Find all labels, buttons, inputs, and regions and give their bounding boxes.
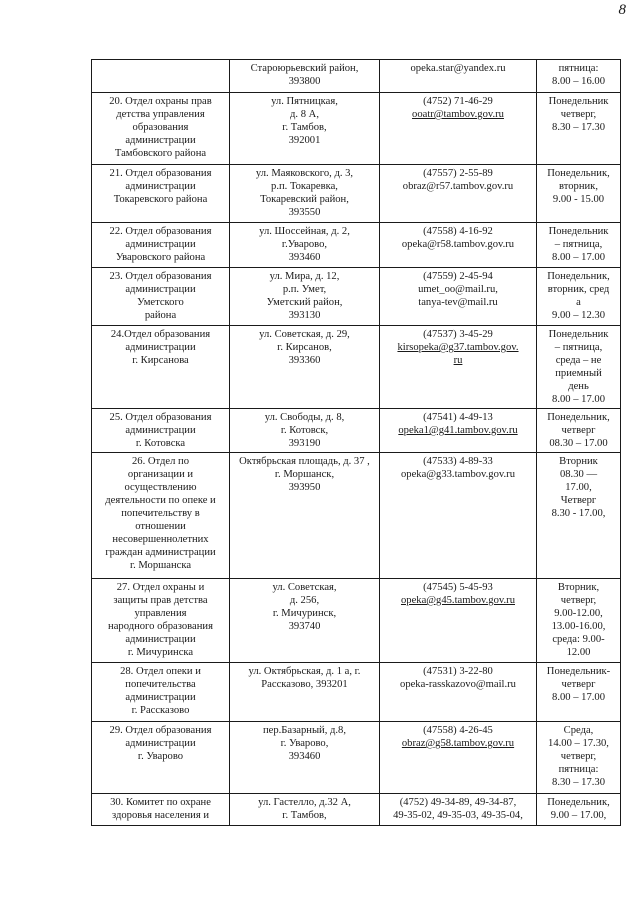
hours-cell — [537, 453, 621, 579]
hours-cell-line: вторник, сред — [547, 284, 610, 295]
hours-cell-line: 08.30 – 17.00 — [549, 438, 608, 449]
organization-cell-line: деятельности по опеке и — [105, 495, 216, 506]
organization-cell-line: управления — [134, 608, 187, 619]
organization-cell-line: г. Моршанска — [129, 560, 192, 571]
hours-cell-line: Вторник — [559, 456, 598, 467]
organization-cell-line: 28. Отдел опеки и — [120, 666, 201, 677]
page-number: 8 — [618, 2, 626, 18]
organization-cell-line: граждан администрации — [105, 547, 216, 558]
hours-cell-line: 17.00, — [565, 482, 592, 493]
hours-cell-line: 12.00 — [566, 647, 591, 658]
address-cell — [230, 794, 380, 826]
organization-cell-line: администрации — [125, 634, 196, 645]
contact-line: (47559) 2-45-94 — [423, 271, 493, 282]
hours-cell-line: Среда, — [563, 725, 594, 736]
organization-cell-line: администрации — [125, 135, 196, 146]
organization-cell-line: 24.Отдел образования — [110, 329, 211, 340]
address-cell — [230, 326, 380, 409]
address-cell-line: ул. Советская, — [272, 582, 337, 593]
contact-line: (47557) 2-55-89 — [423, 168, 493, 179]
hours-cell-line: 8.00 – 17.00 — [552, 692, 605, 703]
organization-cell — [92, 268, 230, 326]
organization-cell-line: здоровья населения и — [111, 810, 210, 821]
contacts-cell — [380, 93, 537, 165]
hours-cell-line: 14.00 – 17.30, — [548, 738, 609, 749]
hours-cell-line: 8.30 – 17.30 — [552, 122, 605, 133]
organization-cell — [92, 409, 230, 453]
contact-line: opeka@g33.tambov.gov.ru — [400, 469, 515, 480]
email-link[interactable]: ru — [453, 355, 463, 366]
hours-cell — [537, 93, 621, 165]
address-cell-line: д. 8 А, — [290, 109, 319, 120]
contact-line: (47558) 4-26-45 — [423, 725, 493, 736]
address-cell-line: 393460 — [288, 252, 321, 263]
hours-cell-line: 9.00 – 12.30 — [552, 310, 605, 321]
organization-cell-line: защиты прав детства — [113, 595, 208, 606]
organization-cell — [92, 60, 230, 93]
address-cell-line: г. Кирсанов, — [277, 342, 332, 353]
hours-cell-line: Понедельник, — [547, 271, 610, 282]
organization-cell — [92, 223, 230, 268]
organization-cell-line: 29. Отдел образования — [109, 725, 212, 736]
organization-cell-line: г. Уварово — [137, 751, 184, 762]
hours-cell-line: четверг, — [560, 751, 597, 762]
table-row — [92, 453, 621, 579]
organization-cell-line: образования — [132, 122, 189, 133]
hours-cell-line: Понедельник — [548, 226, 609, 237]
organization-cell — [92, 165, 230, 223]
organization-cell-line: 25. Отдел образования — [109, 412, 212, 423]
organization-cell-line: района — [144, 310, 177, 321]
hours-cell-line: 9.00 - 15.00 — [552, 194, 605, 205]
organization-cell — [92, 453, 230, 579]
address-cell-line: пер.Базарный, д.8, — [262, 725, 347, 736]
address-cell-line: г. Уварово, — [280, 738, 329, 749]
organization-cell-line: 26. Отдел по — [131, 456, 190, 467]
hours-cell — [537, 579, 621, 663]
contact-line: obraz@r57.tambov.gov.ru — [402, 181, 514, 192]
address-cell — [230, 165, 380, 223]
contact-line: umet_oo@mail.ru, — [418, 284, 498, 295]
hours-cell — [537, 165, 621, 223]
organization-cell-line: г. Рассказово — [131, 705, 190, 716]
address-cell-line: д. 256, — [289, 595, 320, 606]
organization-cell-line: осуществлению — [124, 482, 197, 493]
organization-cell — [92, 663, 230, 722]
contacts-cell — [380, 60, 537, 93]
contacts-cell — [380, 223, 537, 268]
address-cell-line: ул. Пятницкая, — [271, 96, 338, 107]
address-cell-line: 393950 — [288, 482, 321, 493]
organization-cell-line: народного образования — [108, 621, 213, 632]
hours-cell-line: среда – не — [555, 355, 602, 366]
organization-cell — [92, 326, 230, 409]
address-cell-line: г. Мичуринск, — [272, 608, 337, 619]
address-cell-line: 392001 — [288, 135, 321, 146]
hours-cell-line: 9.00-12.00, — [554, 608, 603, 619]
table-body — [92, 60, 621, 826]
table-row — [92, 794, 621, 826]
contact-line: (47531) 3-22-80 — [423, 666, 493, 677]
address-cell-line: р.п. Умет, — [282, 284, 327, 295]
address-cell-line: 393800 — [288, 76, 321, 87]
hours-cell-line: день — [568, 381, 589, 392]
hours-cell-line: Понедельник — [548, 329, 609, 340]
table-row — [92, 722, 621, 794]
hours-cell-line: 8.30 - 17.00, — [551, 508, 606, 519]
address-cell-line: 393460 — [288, 751, 321, 762]
organization-cell — [92, 579, 230, 663]
address-cell-line: Октябрьская площадь, д. 37 , — [239, 456, 370, 467]
organization-cell-line: 27. Отдел охраны и — [116, 582, 205, 593]
address-cell-line: г. Котовск, — [280, 425, 329, 436]
organization-cell — [92, 722, 230, 794]
email-link[interactable]: kirsopeka@g37.tambov.gov. — [397, 342, 519, 353]
contact-line: tanya-tev@mail.ru — [418, 297, 498, 308]
hours-cell-line: приемный — [555, 368, 602, 379]
contacts-cell — [380, 722, 537, 794]
address-cell-line: ул. Октябрьская, д. 1 а, г. — [248, 666, 361, 677]
hours-cell-line: Понедельник, — [547, 797, 610, 808]
organization-cell-line: 30. Комитет по охране — [110, 797, 211, 808]
hours-cell-line: 13.00-16.00, — [551, 621, 606, 632]
address-cell — [230, 453, 380, 579]
contact-line: (4752) 71-46-29 — [423, 96, 493, 107]
hours-cell-line: Четверг — [560, 495, 597, 506]
organization-cell-line: отношении — [135, 521, 186, 532]
contact-line: opeka-rasskazovo@mail.ru — [400, 679, 516, 690]
hours-cell-line: 8.00 – 17.00 — [552, 394, 605, 405]
table-row — [92, 93, 621, 165]
email-link[interactable]: opeka1@g41.tambov.gov.ru — [398, 425, 518, 436]
hours-cell-line: четверг — [561, 679, 596, 690]
hours-cell-line: Понедельник, — [547, 168, 610, 179]
organization-cell-line: администрации — [125, 425, 196, 436]
address-cell — [230, 722, 380, 794]
table-row — [92, 223, 621, 268]
contacts-cell — [380, 663, 537, 722]
organization-cell-line: 23. Отдел образования — [109, 271, 212, 282]
address-cell-line: Уметский район, — [266, 297, 343, 308]
hours-cell-line: среда: 9.00- — [552, 634, 605, 645]
address-cell — [230, 409, 380, 453]
organization-cell-line: г. Мичуринска — [127, 647, 194, 658]
organization-cell-line: администрации — [125, 181, 196, 192]
hours-cell — [537, 223, 621, 268]
hours-cell — [537, 722, 621, 794]
address-cell — [230, 663, 380, 722]
table-row — [92, 326, 621, 409]
hours-cell-line: четверг, — [560, 109, 597, 120]
contacts-cell — [380, 453, 537, 579]
contact-line: (47533) 4-89-33 — [423, 456, 493, 467]
organization-cell-line: Тамбовского района — [114, 148, 207, 159]
address-cell-line: ул. Свободы, д. 8, — [264, 412, 345, 423]
contact-line: (47541) 4-49-13 — [423, 412, 493, 423]
table-row — [92, 663, 621, 722]
organization-cell-line: 22. Отдел образования — [109, 226, 212, 237]
hours-cell-line: 8.30 – 17.30 — [552, 777, 605, 788]
address-cell — [230, 60, 380, 93]
organization-cell-line: Уваровского района — [115, 252, 206, 263]
hours-cell — [537, 60, 621, 93]
hours-cell-line: Понедельник- — [546, 666, 611, 677]
organization-cell-line: администрации — [125, 239, 196, 250]
hours-cell-line: 08.30 — — [559, 469, 598, 480]
organization-cell-line: администрации — [125, 738, 196, 749]
address-cell-line: 393740 — [288, 621, 321, 632]
address-cell-line: Рассказово, 393201 — [261, 679, 348, 690]
email-link[interactable]: obraz@g58.tambov.gov.ru — [401, 738, 515, 749]
address-cell-line: ул. Маяковского, д. 3, — [255, 168, 354, 179]
address-cell — [230, 268, 380, 326]
email-link[interactable]: opeka@g45.tambov.gov.ru — [400, 595, 515, 606]
hours-cell-line: 8.00 – 17.00 — [552, 252, 605, 263]
organization-cell-line: г. Кирсанова — [132, 355, 189, 366]
organization-cell-line: администрации — [125, 692, 196, 703]
hours-cell-line: 8.00 – 16.00 — [552, 76, 605, 87]
table-row — [92, 268, 621, 326]
address-cell-line: г.Уварово, — [281, 239, 328, 250]
table-row — [92, 579, 621, 663]
address-cell-line: ул. Шоссейная, д. 2, — [259, 226, 350, 237]
contact-line: opeka.star@yandex.ru — [410, 63, 506, 74]
organizations-table — [91, 59, 621, 826]
hours-cell — [537, 268, 621, 326]
organization-cell — [92, 93, 230, 165]
address-cell-line: р.п. Токаревка, — [271, 181, 338, 192]
organization-cell-line: 21. Отдел образования — [109, 168, 212, 179]
address-cell — [230, 93, 380, 165]
organization-cell-line: организации и — [127, 469, 194, 480]
organization-cell-line: администрации — [125, 284, 196, 295]
hours-cell — [537, 794, 621, 826]
hours-cell-line: четверг — [561, 425, 596, 436]
organization-cell-line: 20. Отдел охраны прав — [109, 96, 212, 107]
address-cell — [230, 223, 380, 268]
hours-cell — [537, 326, 621, 409]
organization-cell-line: попечительства — [125, 679, 196, 690]
address-cell-line: 393190 — [288, 438, 321, 449]
hours-cell — [537, 663, 621, 722]
organization-cell-line: Уметского — [137, 297, 184, 308]
contacts-cell — [380, 409, 537, 453]
address-cell-line: г. Тамбов, — [282, 810, 327, 821]
table-row — [92, 60, 621, 93]
hours-cell-line: 9.00 – 17.00, — [550, 810, 607, 821]
address-cell-line: г. Тамбов, — [282, 122, 327, 133]
hours-cell-line: пятница: — [558, 764, 599, 775]
hours-cell-line: а — [576, 297, 581, 308]
organization-cell-line: администрации — [125, 342, 196, 353]
organization-cell-line: попечительству в — [121, 508, 200, 519]
hours-cell-line: четверг, — [560, 595, 597, 606]
contact-line: 49-35-02, 49-35-03, 49-35-04, — [393, 810, 523, 821]
hours-cell-line: Понедельник — [548, 96, 609, 107]
contacts-cell — [380, 165, 537, 223]
address-cell-line: ул. Мира, д. 12, — [269, 271, 340, 282]
contact-line: (47537) 3-45-29 — [423, 329, 493, 340]
hours-cell-line: Понедельник, — [547, 412, 610, 423]
table-row — [92, 409, 621, 453]
hours-cell-line: – пятница, — [554, 342, 603, 353]
email-link[interactable]: ooatr@tambov.gov.ru — [412, 109, 504, 120]
hours-cell-line: пятница: — [558, 63, 599, 74]
address-cell-line: Токаревский район, — [260, 194, 349, 205]
organization-cell-line: несовершеннолетних — [112, 534, 209, 545]
hours-cell-line: – пятница, — [554, 239, 603, 250]
address-cell-line: Староюрьевский район, — [250, 63, 359, 74]
table-row — [92, 165, 621, 223]
address-cell-line: 393360 — [288, 355, 321, 366]
hours-cell — [537, 409, 621, 453]
hours-cell-line: Вторник, — [557, 582, 600, 593]
address-cell — [230, 579, 380, 663]
contacts-cell — [380, 268, 537, 326]
address-cell-line: 393550 — [288, 207, 321, 218]
organization-cell-line: г. Котовска — [135, 438, 186, 449]
organization-cell — [92, 794, 230, 826]
hours-cell-line: вторник, — [559, 181, 598, 192]
contact-line: (47558) 4-16-92 — [423, 226, 493, 237]
contacts-cell — [380, 579, 537, 663]
contact-line: (47545) 5-45-93 — [423, 582, 493, 593]
organization-cell-line: Токаревского района — [113, 194, 208, 205]
organization-cell-line: детства управления — [116, 109, 205, 120]
contacts-cell — [380, 794, 537, 826]
address-cell-line: г. Моршанск, — [274, 469, 335, 480]
contacts-cell — [380, 326, 537, 409]
contact-line: opeka@r58.tambov.gov.ru — [401, 239, 515, 250]
address-cell-line: ул. Советская, д. 29, — [259, 329, 350, 340]
address-cell-line: ул. Гастелло, д.32 А, — [258, 797, 351, 808]
address-cell-line: 393130 — [288, 310, 321, 321]
contact-line: (4752) 49-34-89, 49-34-87, — [399, 797, 517, 808]
